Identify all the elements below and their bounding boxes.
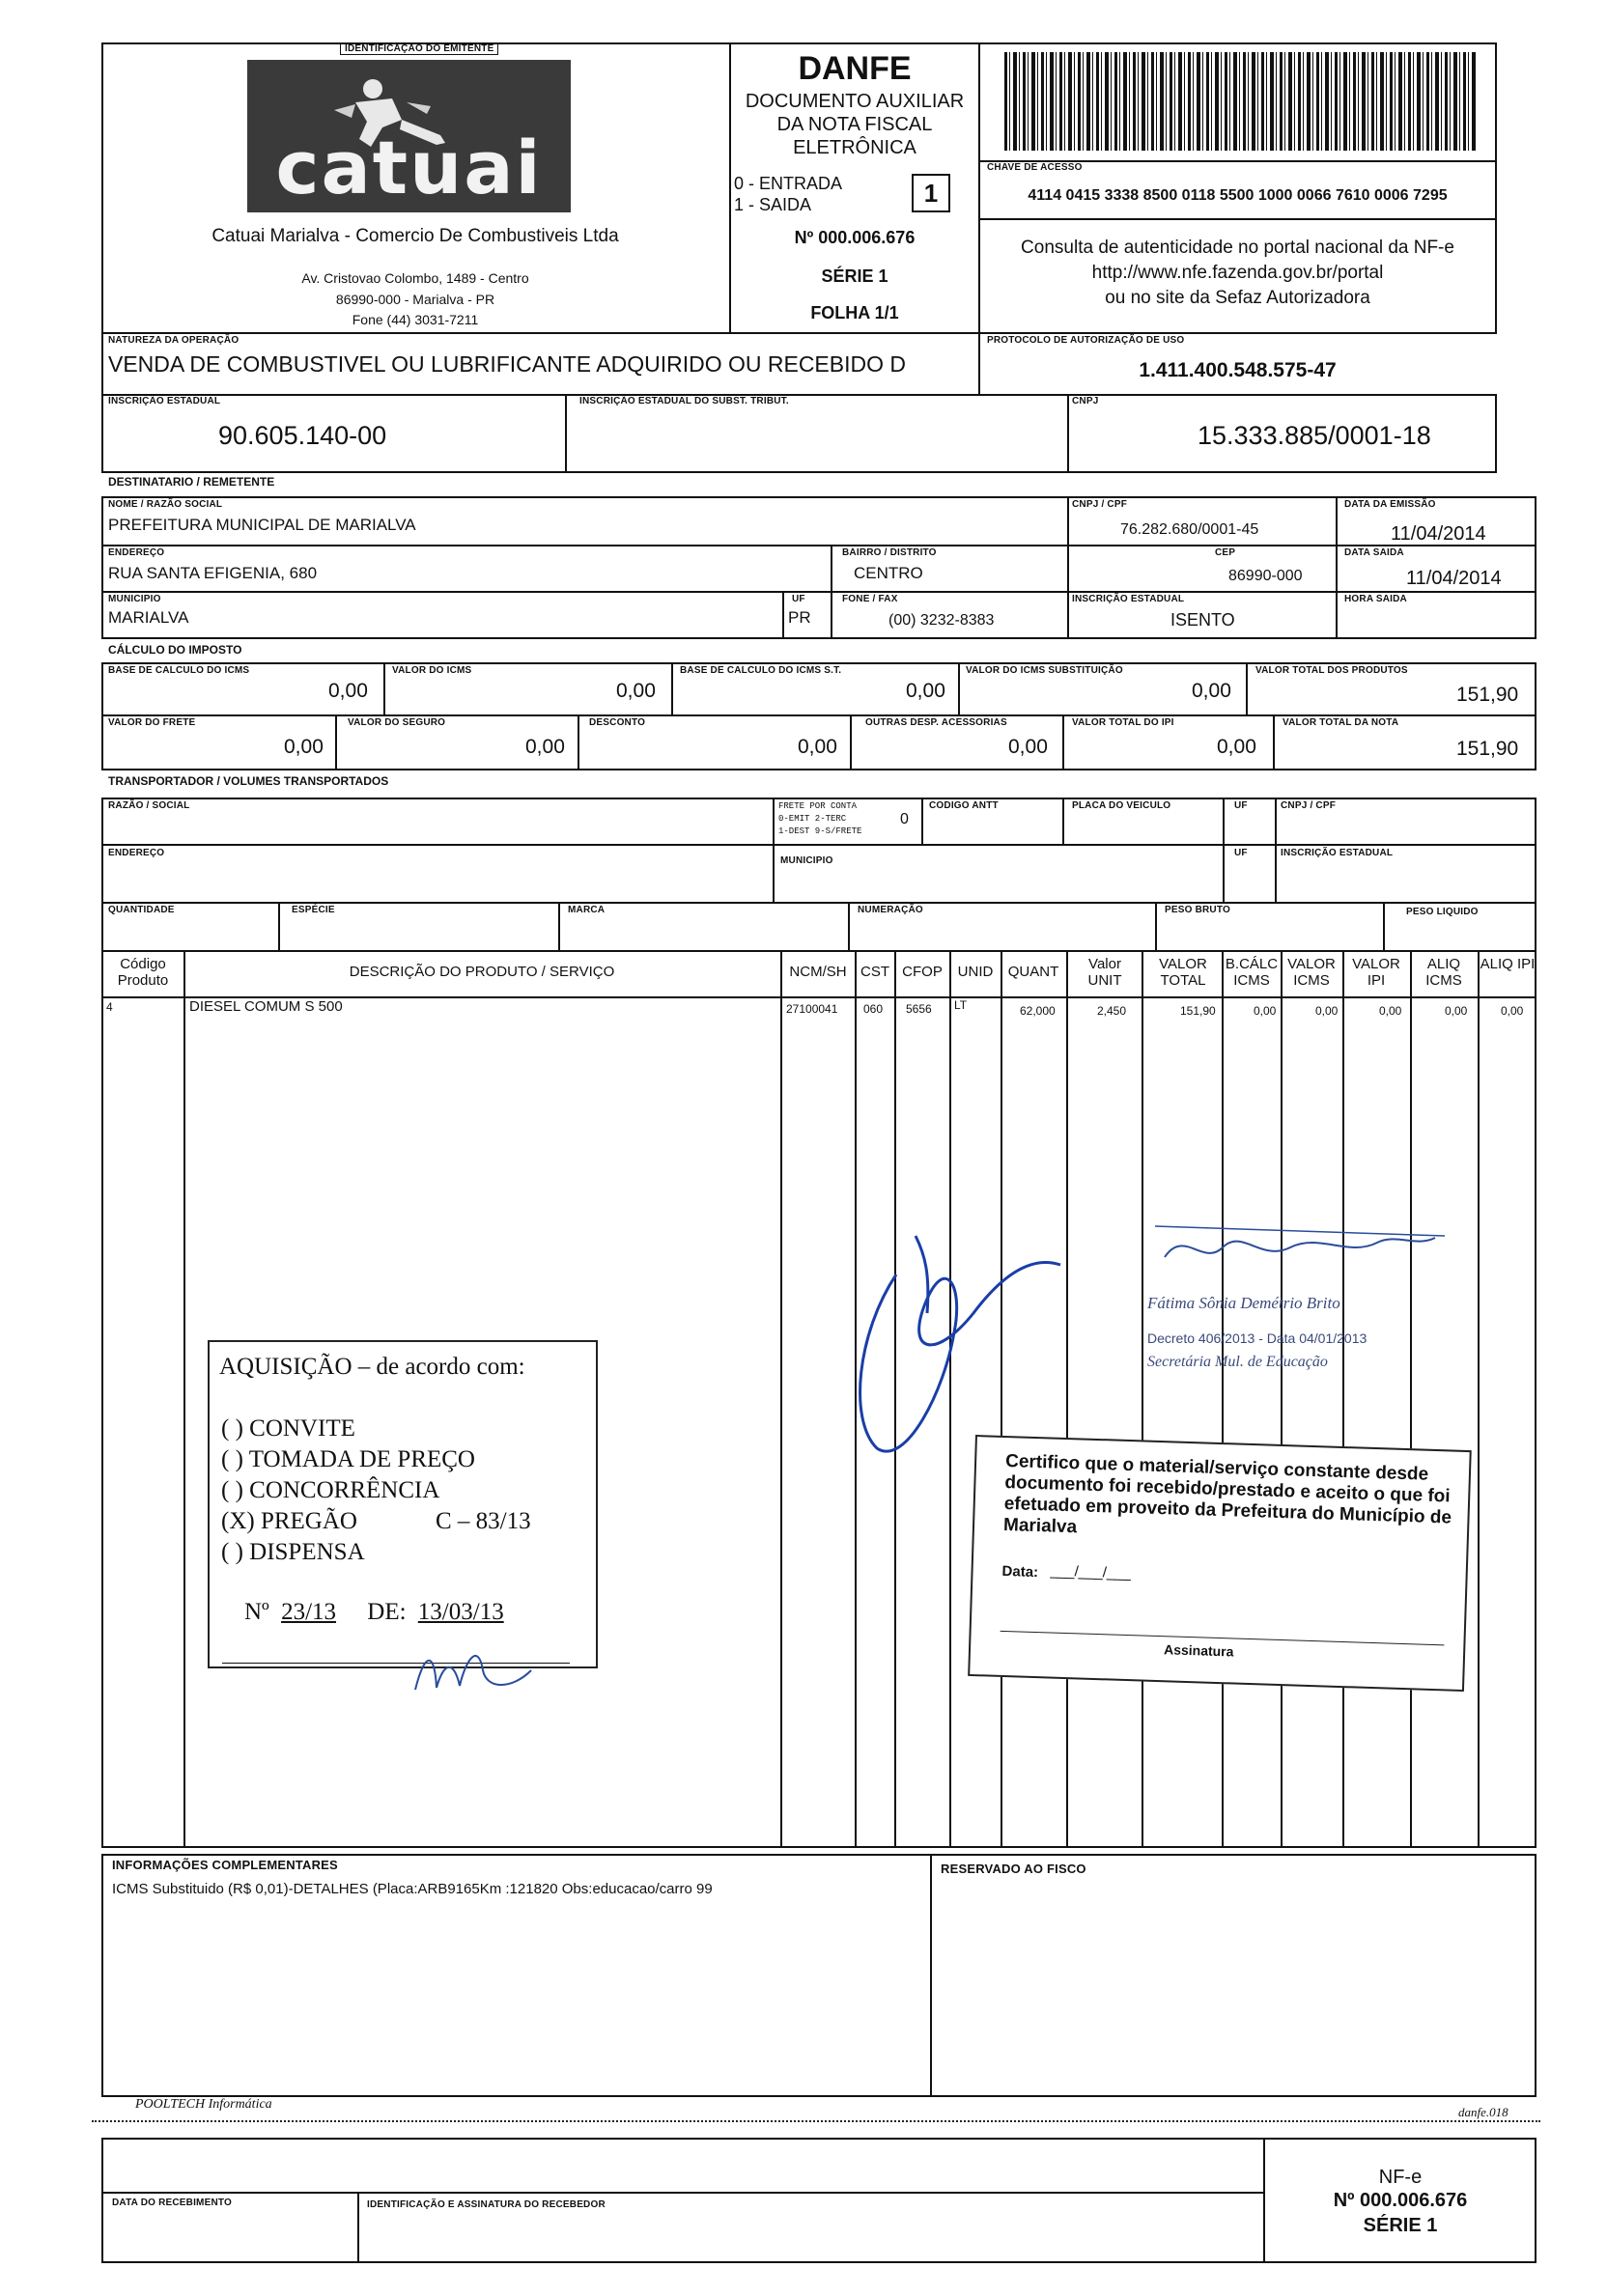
imp-outras-label: OUTRAS DESP. ACESSORIAS (865, 717, 1007, 728)
transp-uf2-label: UF (1234, 848, 1248, 858)
transp-frete-value: 0 (900, 811, 909, 827)
canhoto-nfe: NF-e (1378, 2167, 1423, 2188)
danfe-subtitle1: DOCUMENTO AUXILIAR (745, 91, 965, 112)
aquisicao-title: AQUISIÇÃO – de acordo com: (219, 1354, 525, 1380)
destinatario-section: DESTINATARIO / REMETENTE (108, 475, 275, 489)
th-unid: UNID (957, 964, 994, 980)
th-aliq-icms: ALIQ ICMS (1425, 956, 1462, 989)
cell-cfop: 5656 (906, 1002, 932, 1016)
aquisicao-opt5: ( ) DISPENSA (221, 1539, 365, 1565)
cut-line (92, 2120, 1540, 2122)
info-label: INFORMAÇÕES COMPLEMENTARES (112, 1858, 338, 1872)
aquisicao-de-prefix: DE: (367, 1599, 407, 1625)
transp-uf-label: UF (1234, 800, 1248, 811)
cell-ncm: 27100041 (786, 1002, 838, 1016)
imp-st-label: VALOR DO ICMS SUBSTITUIÇÃO (966, 665, 1123, 676)
dest-cnpj-label: CNPJ / CPF (1072, 499, 1128, 510)
imp-seguro-label: VALOR DO SEGURO (348, 717, 446, 728)
cell-bcalc: 0,00 (1254, 1004, 1277, 1018)
transp-municipio-label: MUNICIPIO (780, 855, 833, 866)
cell-unid: LT (954, 998, 968, 1012)
th-cfop: CFOP (902, 964, 943, 980)
transp-numeracao-label: NUMERAÇÃO (858, 905, 923, 915)
transp-antt-label: CODIGO ANTT (929, 800, 999, 811)
transp-peso-liquido-label: PESO LIQUIDO (1406, 907, 1479, 917)
dest-bairro-label: BAIRRO / DISTRITO (842, 547, 937, 558)
dest-cep: 86990-000 (1228, 568, 1303, 584)
imp-total-nota: 151,90 (1456, 738, 1519, 760)
dest-cep-label: CEP (1215, 547, 1236, 558)
dest-endereco: RUA SANTA EFIGENIA, 680 (108, 564, 318, 582)
dest-fone-label: FONE / FAX (842, 594, 898, 604)
certifico-data-label: Data: (1001, 1562, 1039, 1582)
dest-ie: ISENTO (1170, 610, 1235, 630)
dest-uf-label: UF (792, 594, 805, 604)
imp-total-nota-label: VALOR TOTAL DA NOTA (1283, 717, 1399, 728)
aquisicao-numero-row (244, 1599, 504, 1626)
dest-endereco-label: ENDEREÇO (108, 547, 165, 558)
canhoto-data-label: DATA DO RECEBIMENTO (112, 2198, 232, 2208)
cell-descricao: DIESEL COMUM S 500 (189, 998, 343, 1015)
cell-vicms: 0,00 (1315, 1004, 1339, 1018)
dest-municipio-label: MUNICIPIO (108, 594, 161, 604)
canhoto-ident-label: IDENTIFICAÇÃO E ASSINATURA DO RECEBEDOR (367, 2199, 606, 2210)
th-descricao: DESCRIÇÃO DO PRODUTO / SERVIÇO (349, 964, 615, 980)
transp-frete-l2: 0-EMIT 2-TERC (778, 814, 847, 824)
imp-seguro: 0,00 (525, 736, 565, 758)
dest-nome-label: NOME / RAZÃO SOCIAL (108, 499, 223, 510)
imp-total-prod: 151,90 (1456, 684, 1519, 706)
certifico-assinatura-label: Assinatura (1163, 1641, 1234, 1660)
emitente-header-label: IDENTIFICAÇÃO DO EMITENTE (340, 42, 498, 55)
th-cst: CST (860, 964, 889, 980)
dest-hora-label: HORA SAIDA (1344, 594, 1407, 604)
imp-frete-label: VALOR DO FRETE (108, 717, 196, 728)
imp-bc-st: 0,00 (906, 680, 945, 702)
protocolo-label: PROTOCOLO DE AUTORIZAÇÃO DE USO (987, 335, 1185, 346)
aquisicao-numero-prefix: Nº (244, 1599, 269, 1625)
barcode (1004, 52, 1478, 151)
imp-outras: 0,00 (1008, 736, 1048, 758)
imp-bc-icms-label: BASE DE CALCULO DO ICMS (108, 665, 250, 676)
transp-frete-l1: FRETE POR CONTA (778, 801, 858, 811)
imp-desconto: 0,00 (798, 736, 837, 758)
emitente-phone: Fone (44) 3031-7211 (352, 312, 479, 327)
aquisicao-opt1: ( ) CONVITE (221, 1415, 355, 1442)
emitente-name: Catuai Marialva - Comercio De Combustiveis Ltda (211, 226, 619, 246)
danfe-title: DANFE (798, 50, 912, 87)
consulta-line1: Consulta de autenticidade no portal nacional da NF-e (1021, 238, 1454, 258)
secretaria-line2: Decreto 406/2013 - Data 04/01/2013 (1147, 1330, 1367, 1346)
imp-frete: 0,00 (284, 736, 324, 758)
emitente-logo (247, 60, 571, 212)
canhoto-serie: SÉRIE 1 (1363, 2215, 1438, 2236)
natureza-label: NATUREZA DA OPERAÇÃO (108, 335, 240, 346)
imposto-section: CÁLCULO DO IMPOSTO (108, 643, 242, 657)
th-vunit: Valor UNIT (1087, 956, 1122, 989)
aquisicao-opt2: ( ) TOMADA DE PREÇO (221, 1446, 475, 1472)
ie-label: INSCRIÇÃO ESTADUAL (108, 396, 221, 406)
dest-saida-label: DATA SAIDA (1344, 547, 1404, 558)
canhoto-numero: Nº 000.006.676 (1333, 2190, 1468, 2211)
secretaria-line3: Secretária Mul. de Educação (1147, 1354, 1328, 1370)
danfe-entrada: 0 - ENTRADA (734, 174, 843, 193)
aquisicao-numero: 23/13 (281, 1599, 337, 1625)
transp-frete-l3: 1-DEST 9-S/FRETE (778, 826, 862, 836)
dest-emissao: 11/04/2014 (1391, 523, 1486, 545)
fisco-label: RESERVADO AO FISCO (941, 1862, 1086, 1876)
certifico-data-value: ___/___/___ (1050, 1562, 1132, 1582)
imp-st: 0,00 (1192, 680, 1231, 702)
dest-emissao-label: DATA DA EMISSÃO (1344, 499, 1436, 510)
imp-bc-icms: 0,00 (328, 680, 368, 702)
danfe-serie: SÉRIE 1 (821, 266, 888, 286)
aquisicao-opt4: (X) PREGÃO (221, 1508, 357, 1534)
dest-cnpj: 76.282.680/0001-45 (1120, 521, 1259, 538)
dest-nome: PREFEITURA MUNICIPAL DE MARIALVA (108, 516, 416, 534)
stamp-certifico (968, 1435, 1472, 1692)
emitente-cnpj-value: 15.333.885/0001-18 (1198, 421, 1431, 450)
danfe-tipo: 1 (912, 174, 950, 212)
th-ncm: NCM/SH (789, 964, 847, 980)
danfe-subtitle2: DA NOTA FISCAL (776, 114, 933, 135)
chave-label: CHAVE DE ACESSO (987, 162, 1083, 173)
cell-vtotal: 151,90 (1180, 1004, 1216, 1018)
imp-desconto-label: DESCONTO (589, 717, 646, 728)
danfe-folha: FOLHA 1/1 (810, 303, 899, 322)
danfe-numero: Nº 000.006.676 (794, 228, 916, 247)
handwritten-signature-secretaria (1155, 1218, 1445, 1286)
transp-peso-bruto-label: PESO BRUTO (1165, 905, 1230, 915)
emitente-address1: Av. Cristovao Colombo, 1489 - Centro (301, 270, 529, 286)
transp-especie-label: ESPÉCIE (292, 905, 335, 915)
ie-value: 90.605.140-00 (218, 421, 387, 450)
consulta-line3: ou no site da Sefaz Autorizadora (1105, 288, 1370, 308)
dest-bairro: CENTRO (854, 564, 923, 582)
emitente-cnpj-label: CNPJ (1072, 396, 1099, 406)
th-vipi: VALOR IPI (1352, 956, 1400, 989)
aquisicao-opt4-ref: C – 83/13 (436, 1508, 531, 1534)
certifico-text: Certifico que o material/serviço constante desde documento foi recebido/prestado e aceito o que foi efetuado em proveito da Prefeitura do Município de Marialva (1002, 1450, 1452, 1538)
th-aliq-ipi: ALIQ IPI (1480, 956, 1536, 972)
secretaria-line1: Fátima Sônia Demétrio Brito (1147, 1294, 1340, 1312)
th-codigo: Código Produto (117, 956, 169, 989)
ie-subst-label: INSCRIÇÃO ESTADUAL DO SUBST. TRIBUT. (579, 396, 789, 406)
transportador-section: TRANSPORTADOR / VOLUMES TRANSPORTADOS (108, 774, 389, 788)
natureza-value: VENDA DE COMBUSTIVEL OU LUBRIFICANTE ADQUIRIDO OU RECEBIDO D (108, 351, 907, 377)
th-vtotal: VALOR TOTAL (1159, 956, 1207, 989)
cell-cst: 060 (863, 1002, 884, 1016)
chave-value: 4114 0415 3338 8500 0118 5500 1000 0066 7610 0006 7295 (1028, 187, 1448, 204)
imp-bc-st-label: BASE DE CALCULO DO ICMS S.T. (680, 665, 842, 676)
info-value: ICMS Substituido (R$ 0,01)-DETALHES (Placa:ARB9165Km :121820 Obs:educacao/carro 99 (112, 1881, 713, 1897)
transp-marca-label: MARCA (568, 905, 606, 915)
dest-ie-label: INSCRIÇÃO ESTADUAL (1072, 594, 1185, 604)
dest-fone: (00) 3232-8383 (888, 612, 995, 629)
imp-icms-label: VALOR DO ICMS (392, 665, 472, 676)
emitente-address2: 86990-000 - Marialva - PR (335, 292, 495, 307)
footer-code: danfe.018 (1458, 2105, 1508, 2119)
cell-quant: 62,000 (1020, 1004, 1056, 1018)
handwritten-initials (406, 1632, 541, 1699)
transp-quantidade-label: QUANTIDADE (108, 905, 175, 915)
dest-municipio: MARIALVA (108, 608, 189, 627)
th-vicms: VALOR ICMS (1287, 956, 1336, 989)
stamp-aquisicao (208, 1340, 598, 1668)
danfe-saida: 1 - SAIDA (734, 195, 812, 214)
cell-codigo: 4 (106, 1000, 113, 1014)
logo-text: catuai (275, 125, 543, 210)
footer-brand: POOLTECH Informática (135, 2097, 272, 2112)
danfe-subtitle3: ELETRÔNICA (793, 137, 916, 158)
imp-icms: 0,00 (616, 680, 656, 702)
cell-vunit: 2,450 (1097, 1004, 1127, 1018)
transp-ie-label: INSCRIÇÃO ESTADUAL (1281, 848, 1394, 858)
consulta-line2[interactable]: http://www.nfe.fazenda.gov.br/portal (1091, 263, 1384, 283)
aquisicao-data: 13/03/13 (417, 1599, 504, 1625)
transp-placa-label: PLACA DO VEICULO (1072, 800, 1171, 811)
cell-vipi: 0,00 (1379, 1004, 1402, 1018)
imp-ipi: 0,00 (1217, 736, 1256, 758)
aquisicao-opt3: ( ) CONCORRÊNCIA (221, 1477, 440, 1503)
cell-aliq-ipi: 0,00 (1501, 1004, 1524, 1018)
transp-endereco-label: ENDEREÇO (108, 848, 165, 858)
transp-cnpj-label: CNPJ / CPF (1281, 800, 1337, 811)
th-bcalc: B.CÁLC ICMS (1225, 956, 1279, 989)
imp-ipi-label: VALOR TOTAL DO IPI (1072, 717, 1174, 728)
imp-total-prod-label: VALOR TOTAL DOS PRODUTOS (1255, 665, 1408, 676)
protocolo-value: 1.411.400.548.575-47 (1139, 359, 1337, 381)
dest-uf: PR (788, 608, 811, 627)
th-quant: QUANT (1007, 964, 1059, 980)
cell-aliq-icms: 0,00 (1445, 1004, 1468, 1018)
transp-razao-label: RAZÃO / SOCIAL (108, 800, 190, 811)
dest-saida: 11/04/2014 (1406, 568, 1502, 589)
